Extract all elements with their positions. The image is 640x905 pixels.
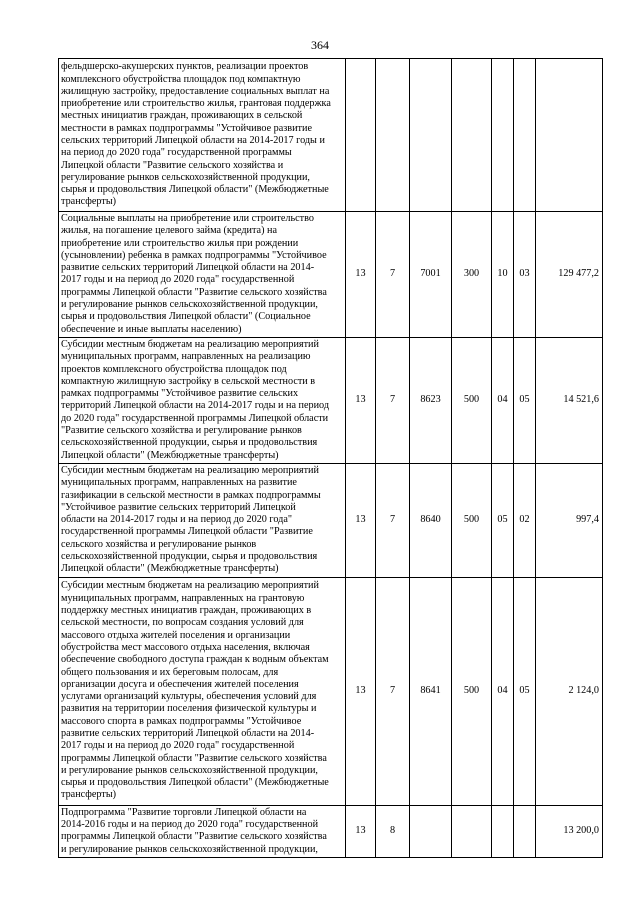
- description-line: Липецкой области" (Межбюджетные трансферты): [61, 449, 279, 461]
- description-line: "Развитие сельского хозяйства и регулирование рынков: [61, 425, 302, 437]
- section-code-cell: 13: [346, 463, 376, 577]
- description-line: сельскохозяйственной продукции, сырья и продовольствия: [61, 551, 318, 563]
- program-code-cell: 8: [376, 805, 410, 857]
- row-description: [59, 463, 346, 577]
- division-code-cell: 04: [492, 337, 514, 463]
- subdivision-code-cell: 03: [514, 212, 536, 338]
- description-line: и регулирование рынков сельскохозяйственной продукции,: [61, 764, 318, 776]
- description-line: трансферты): [61, 196, 117, 208]
- description-line: государственной программы Липецкой области "Развитие: [61, 526, 313, 538]
- subdivision-code-cell: 05: [514, 337, 536, 463]
- description-line: трансферты): [61, 789, 117, 801]
- description-line: муниципальных программ, направленных на развитие: [61, 477, 297, 489]
- expense-type-code-cell: 500: [452, 577, 492, 805]
- row-description: [59, 59, 346, 212]
- description-line: Субсидии местным бюджетам на реализацию мероприятий: [61, 338, 319, 350]
- amount-cell: 997,4: [536, 463, 603, 577]
- description-line: местных инициатив граждан, проживающих в сельской: [61, 110, 303, 122]
- description-line: развития на территории поселения физической культуры и: [61, 703, 317, 715]
- table-row: [59, 212, 603, 338]
- description-line: массового спорта в рамках подпрограммы "Устойчивое: [61, 715, 302, 727]
- section-code-cell: 13: [346, 212, 376, 338]
- description-line: и регулирование рынков сельскохозяйственной продукции,: [61, 843, 318, 855]
- section-code-cell: 13: [346, 805, 376, 857]
- subprogram-code-cell: 8640: [410, 463, 452, 577]
- description-line: Субсидии местным бюджетам на реализацию мероприятий: [61, 464, 319, 476]
- subprogram-code-cell: 8641: [410, 577, 452, 805]
- description-line: развитие сельских территорий Липецкой области на 2014-: [61, 728, 315, 739]
- description-line: программы Липецкой области "Развитие сельского хозяйства: [61, 286, 327, 298]
- description-line: 2017 годы и на период до 2020 года" государственной: [61, 740, 295, 752]
- program-code-cell: [376, 59, 410, 212]
- description-line: "Устойчивое развитие сельских территорий Липецкой: [61, 501, 296, 513]
- program-code-cell: 7: [376, 337, 410, 463]
- expense-type-code-cell: [452, 59, 492, 212]
- table-body: [59, 59, 603, 858]
- description-line: (усыновлении) ребенка в рамках подпрограммы "Устойчивое: [61, 249, 327, 261]
- description-line: сырья и продовольствия Липецкой области" (Межбюджетные: [61, 777, 329, 789]
- description-line: проектов комплексного обустройства площадок под: [61, 363, 287, 375]
- description-line: территорий Липецкой области на 2014-2017 годы и на период: [61, 400, 330, 412]
- expense-type-code-cell: 500: [452, 463, 492, 577]
- subprogram-code-cell: 8623: [410, 337, 452, 463]
- subprogram-code-cell: [410, 805, 452, 857]
- program-code-cell: 7: [376, 212, 410, 338]
- description-line: жилья, на погашение целевого займа (кредита) на: [61, 225, 277, 237]
- description-line: газификации в сельской местности в рамках подпрограммы: [61, 489, 321, 501]
- amount-cell: 129 477,2: [536, 212, 603, 338]
- description-line: муниципальных программ, направленных на грантовую: [61, 592, 305, 604]
- division-code-cell: [492, 805, 514, 857]
- description-line: развитие сельских территорий Липецкой области на 2014-: [61, 262, 315, 274]
- table-row: [59, 59, 603, 212]
- amount-cell: 14 521,6: [536, 337, 603, 463]
- description-line: сырья и продовольствия Липецкой области" (Межбюджетные: [61, 184, 329, 196]
- row-description: [59, 805, 346, 857]
- program-code-cell: 7: [376, 463, 410, 577]
- division-code-cell: 04: [492, 577, 514, 805]
- row-description: [59, 577, 346, 805]
- subdivision-code-cell: [514, 805, 536, 857]
- description-line: сельских территорий Липецкой области на 2014-2017 годы и: [61, 135, 325, 146]
- subprogram-code-cell: 7001: [410, 212, 452, 338]
- description-line: приобретение или строительство жилья при рождении: [61, 237, 299, 249]
- description-line: фельдшерско-акушерских пунктов, реализации проектов: [61, 61, 309, 73]
- description-line: на период до 2020 года" государственной программы: [61, 147, 292, 159]
- division-code-cell: 10: [492, 212, 514, 338]
- description-line: местности в рамках подпрограммы "Устойчивое развитие: [61, 122, 312, 134]
- description-line: общего пользования и их береговым полосам, для: [61, 666, 279, 678]
- description-line: приобретение или строительство жилья, грантовая поддержка: [61, 98, 331, 110]
- description-line: обустройства мест массового отдыха населения, включая: [61, 641, 310, 653]
- budget-table: [58, 58, 603, 858]
- description-line: 2014-2016 годы и на период до 2020 года" государственной: [61, 818, 319, 830]
- section-code-cell: 13: [346, 337, 376, 463]
- description-line: 2017 годы и на период до 2020 года" государственной: [61, 274, 295, 286]
- description-line: комплексного обустройства площадок под компактную: [61, 73, 301, 85]
- page-number: 364: [311, 38, 329, 52]
- description-line: услугами организаций культуры, обеспечения условий для: [61, 691, 317, 703]
- section-code-cell: [346, 59, 376, 212]
- description-line: программы Липецкой области "Развитие сельского хозяйства: [61, 752, 327, 764]
- description-line: сырья и продовольствия Липецкой области" (Социальное: [61, 311, 311, 323]
- subprogram-code-cell: [410, 59, 452, 212]
- expense-type-code-cell: 300: [452, 212, 492, 338]
- description-line: сельскохозяйственной продукции, сырья и продовольствия: [61, 437, 318, 449]
- expense-type-code-cell: 500: [452, 337, 492, 463]
- description-line: программы Липецкой области "Развитие сельского хозяйства: [61, 831, 327, 843]
- expense-type-code-cell: [452, 805, 492, 857]
- description-line: Субсидии местным бюджетам на реализацию мероприятий: [61, 580, 319, 592]
- division-code-cell: 05: [492, 463, 514, 577]
- description-line: и регулирование рынков сельскохозяйственной продукции,: [61, 299, 318, 311]
- table-row: [59, 577, 603, 805]
- section-code-cell: 13: [346, 577, 376, 805]
- subdivision-code-cell: 02: [514, 463, 536, 577]
- description-line: обеспечение и иные выплаты населению): [61, 323, 242, 335]
- row-description: [59, 337, 346, 463]
- description-line: жилищную застройку, предоставление социальных выплат на: [61, 85, 330, 97]
- description-line: компактную жилищную застройку в сельской местности в: [61, 375, 316, 387]
- description-line: массового отдыха жителей поселения и организации: [61, 629, 291, 641]
- description-line: организации досуга и обеспечения жителей поселения: [61, 678, 299, 690]
- amount-cell: 13 200,0: [536, 805, 603, 857]
- amount-cell: 2 124,0: [536, 577, 603, 805]
- description-line: обеспечение свободного доступа граждан к водным объектам: [61, 654, 329, 666]
- division-code-cell: [492, 59, 514, 212]
- description-line: регулирование рынков сельскохозяйственной продукции,: [61, 171, 310, 183]
- description-line: сельской местности, по вопросам создания условий для: [61, 617, 304, 629]
- description-line: муниципальных программ, направленных на реализацию: [61, 351, 311, 363]
- subdivision-code-cell: [514, 59, 536, 212]
- description-line: Подпрограмма "Развитие торговли Липецкой области на: [61, 806, 307, 818]
- description-line: области на 2014-2017 годы и на период до 2020 года": [61, 514, 293, 526]
- description-line: Липецкой области" (Межбюджетные трансферты): [61, 563, 279, 575]
- program-code-cell: 7: [376, 577, 410, 805]
- amount-cell: [536, 59, 603, 212]
- table-row: [59, 805, 603, 857]
- row-description: [59, 212, 346, 338]
- description-line: сельского хозяйства и регулирование рынков: [61, 538, 257, 550]
- description-line: поддержку местных инициатив граждан, проживающих в: [61, 605, 312, 617]
- description-line: Социальные выплаты на приобретение или строительство: [61, 213, 314, 224]
- description-line: рамках подпрограммы "Устойчивое развитие сельских: [61, 388, 299, 400]
- subdivision-code-cell: 05: [514, 577, 536, 805]
- table-row: [59, 463, 603, 577]
- description-line: Липецкой области "Развитие сельского хозяйства и: [61, 159, 284, 171]
- description-line: до 2020 года" государственной программы Липецкой области: [61, 412, 329, 424]
- table-row: [59, 337, 603, 463]
